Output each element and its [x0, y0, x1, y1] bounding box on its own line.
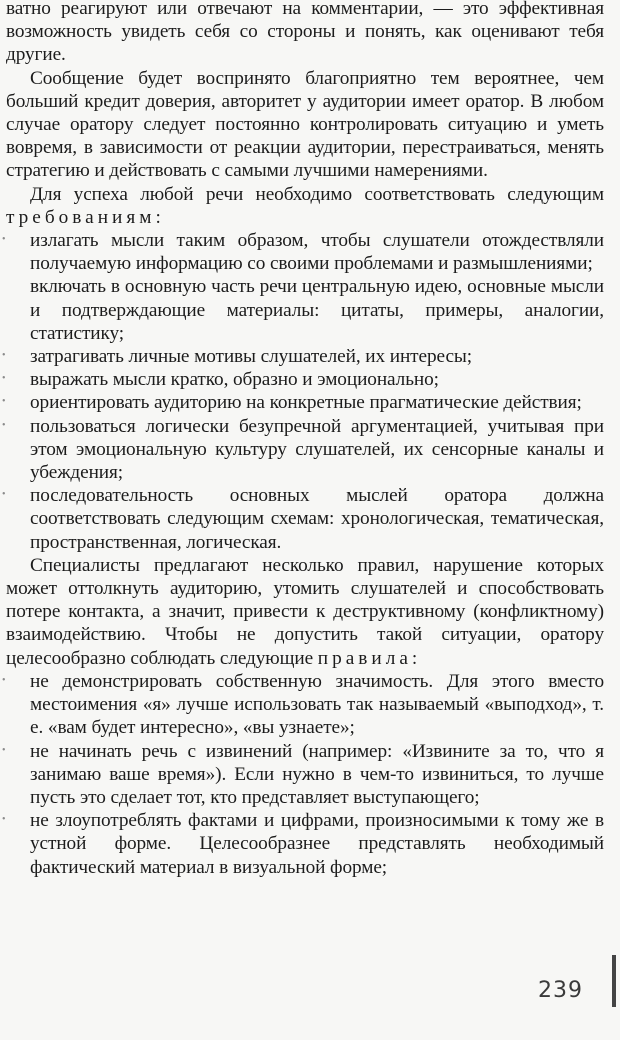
requirements-list: [0, 229, 604, 554]
bullet-icon: •: [2, 234, 6, 246]
page-edge-mark: [612, 955, 616, 1007]
rules-term: правила: [317, 647, 412, 669]
page-number: 239: [538, 978, 583, 1003]
paragraph-continuation: ватно реагируют или отвечают на комментарии, — это эффективная возможность увидеть себя со стороны и понять, как оценивают тебя другие.: [6, 0, 604, 66]
list-item: [2, 670, 604, 740]
bullet-icon: •: [2, 373, 6, 385]
rules-list: [0, 670, 604, 879]
list-item: [2, 229, 604, 275]
bullet-icon: •: [2, 814, 6, 826]
bullet-icon: •: [2, 350, 6, 362]
paragraph-rules-intro: [0, 554, 604, 670]
requirements-colon: :: [155, 206, 161, 228]
list-item-text: включать в основную часть речи центральную идею, основные мысли и подтверждающие материалы: цитаты, примеры, аналогии, статистику;: [30, 276, 604, 344]
bullet-icon: •: [2, 419, 6, 431]
list-item: [2, 484, 604, 554]
list-item: [2, 415, 604, 485]
paragraph-credibility: Сообщение будет воспринято благоприятно тем вероятнее, чем больший кредит доверия, авторитет у аудитории имеет оратор. В любом случае оратору следует постоянно контролировать ситуацию и уметь вовремя, в зависимости от реакции аудитории, перестраиваться, менять стратегию и действовать с самыми лучшими намерениями.: [6, 67, 604, 182]
list-item: [2, 740, 604, 810]
paragraph-requirements-intro: [0, 183, 604, 229]
list-item-text: не злоупотреблять фактами и цифрами, произносимыми к тому же в устной форме. Целесообразнее представлять необходимый фактический материал в визуальной форме;: [30, 810, 604, 878]
list-item: [2, 809, 604, 879]
list-item: [2, 368, 604, 391]
bullet-icon: •: [2, 674, 6, 686]
list-item-text: не начинать речь с извинений (например: «Извините за то, что я занимаю ваше время»). Если нужно в чем-то извиниться, то лучше пусть это сделает тот, кто представляет выступающего;: [30, 740, 604, 808]
bullet-icon: •: [2, 489, 6, 501]
bullet-icon: •: [2, 396, 6, 408]
requirements-intro-text: Для успеха любой речи необходимо соответствовать следующим: [30, 183, 604, 205]
list-item-text: не демонстрировать собственную значимость. Для этого вместо местоимения «я» лучше использовать так называемый «выподход», т. е. «вам будет интересно», «вы узнаете»;: [30, 670, 604, 739]
list-item-text: излагать мысли таким образом, чтобы слушатели отождествляли получаемую информацию со своими проблемами и размышлениями;: [30, 230, 604, 275]
list-item-text: выражать мысли кратко, образно и эмоционально;: [30, 369, 439, 391]
list-item-text: последовательность основных мыслей оратора должна соответствовать следующим схемам: хронологическая, тематическая, пространственная, логическая.: [30, 485, 604, 553]
list-item-text: пользоваться логически безупречной аргументацией, учитывая при этом эмоциональную культуру слушателей, их сенсорные каналы и убеждения;: [30, 415, 604, 484]
bullet-icon: •: [2, 744, 6, 756]
requirements-term: требованиям: [6, 206, 156, 228]
list-item-text: ориентировать аудиторию на конкретные прагматические действия;: [30, 392, 582, 414]
list-item-text: затрагивать личные мотивы слушателей, их интересы;: [30, 346, 473, 368]
list-item: [2, 391, 604, 414]
rules-colon: :: [411, 647, 418, 669]
list-item: [2, 345, 604, 368]
rules-intro-text: Специалисты предлагают несколько правил, нарушение которых может оттолкнуть аудиторию, утомить слушателей и способствовать потере контакта, а значит, привести к деструктивному (конфликтному) взаимодействию. Чтобы не допустить такой ситуации, оратору целесообразно соблюдать следующие: [6, 554, 604, 669]
list-item: [30, 275, 604, 345]
